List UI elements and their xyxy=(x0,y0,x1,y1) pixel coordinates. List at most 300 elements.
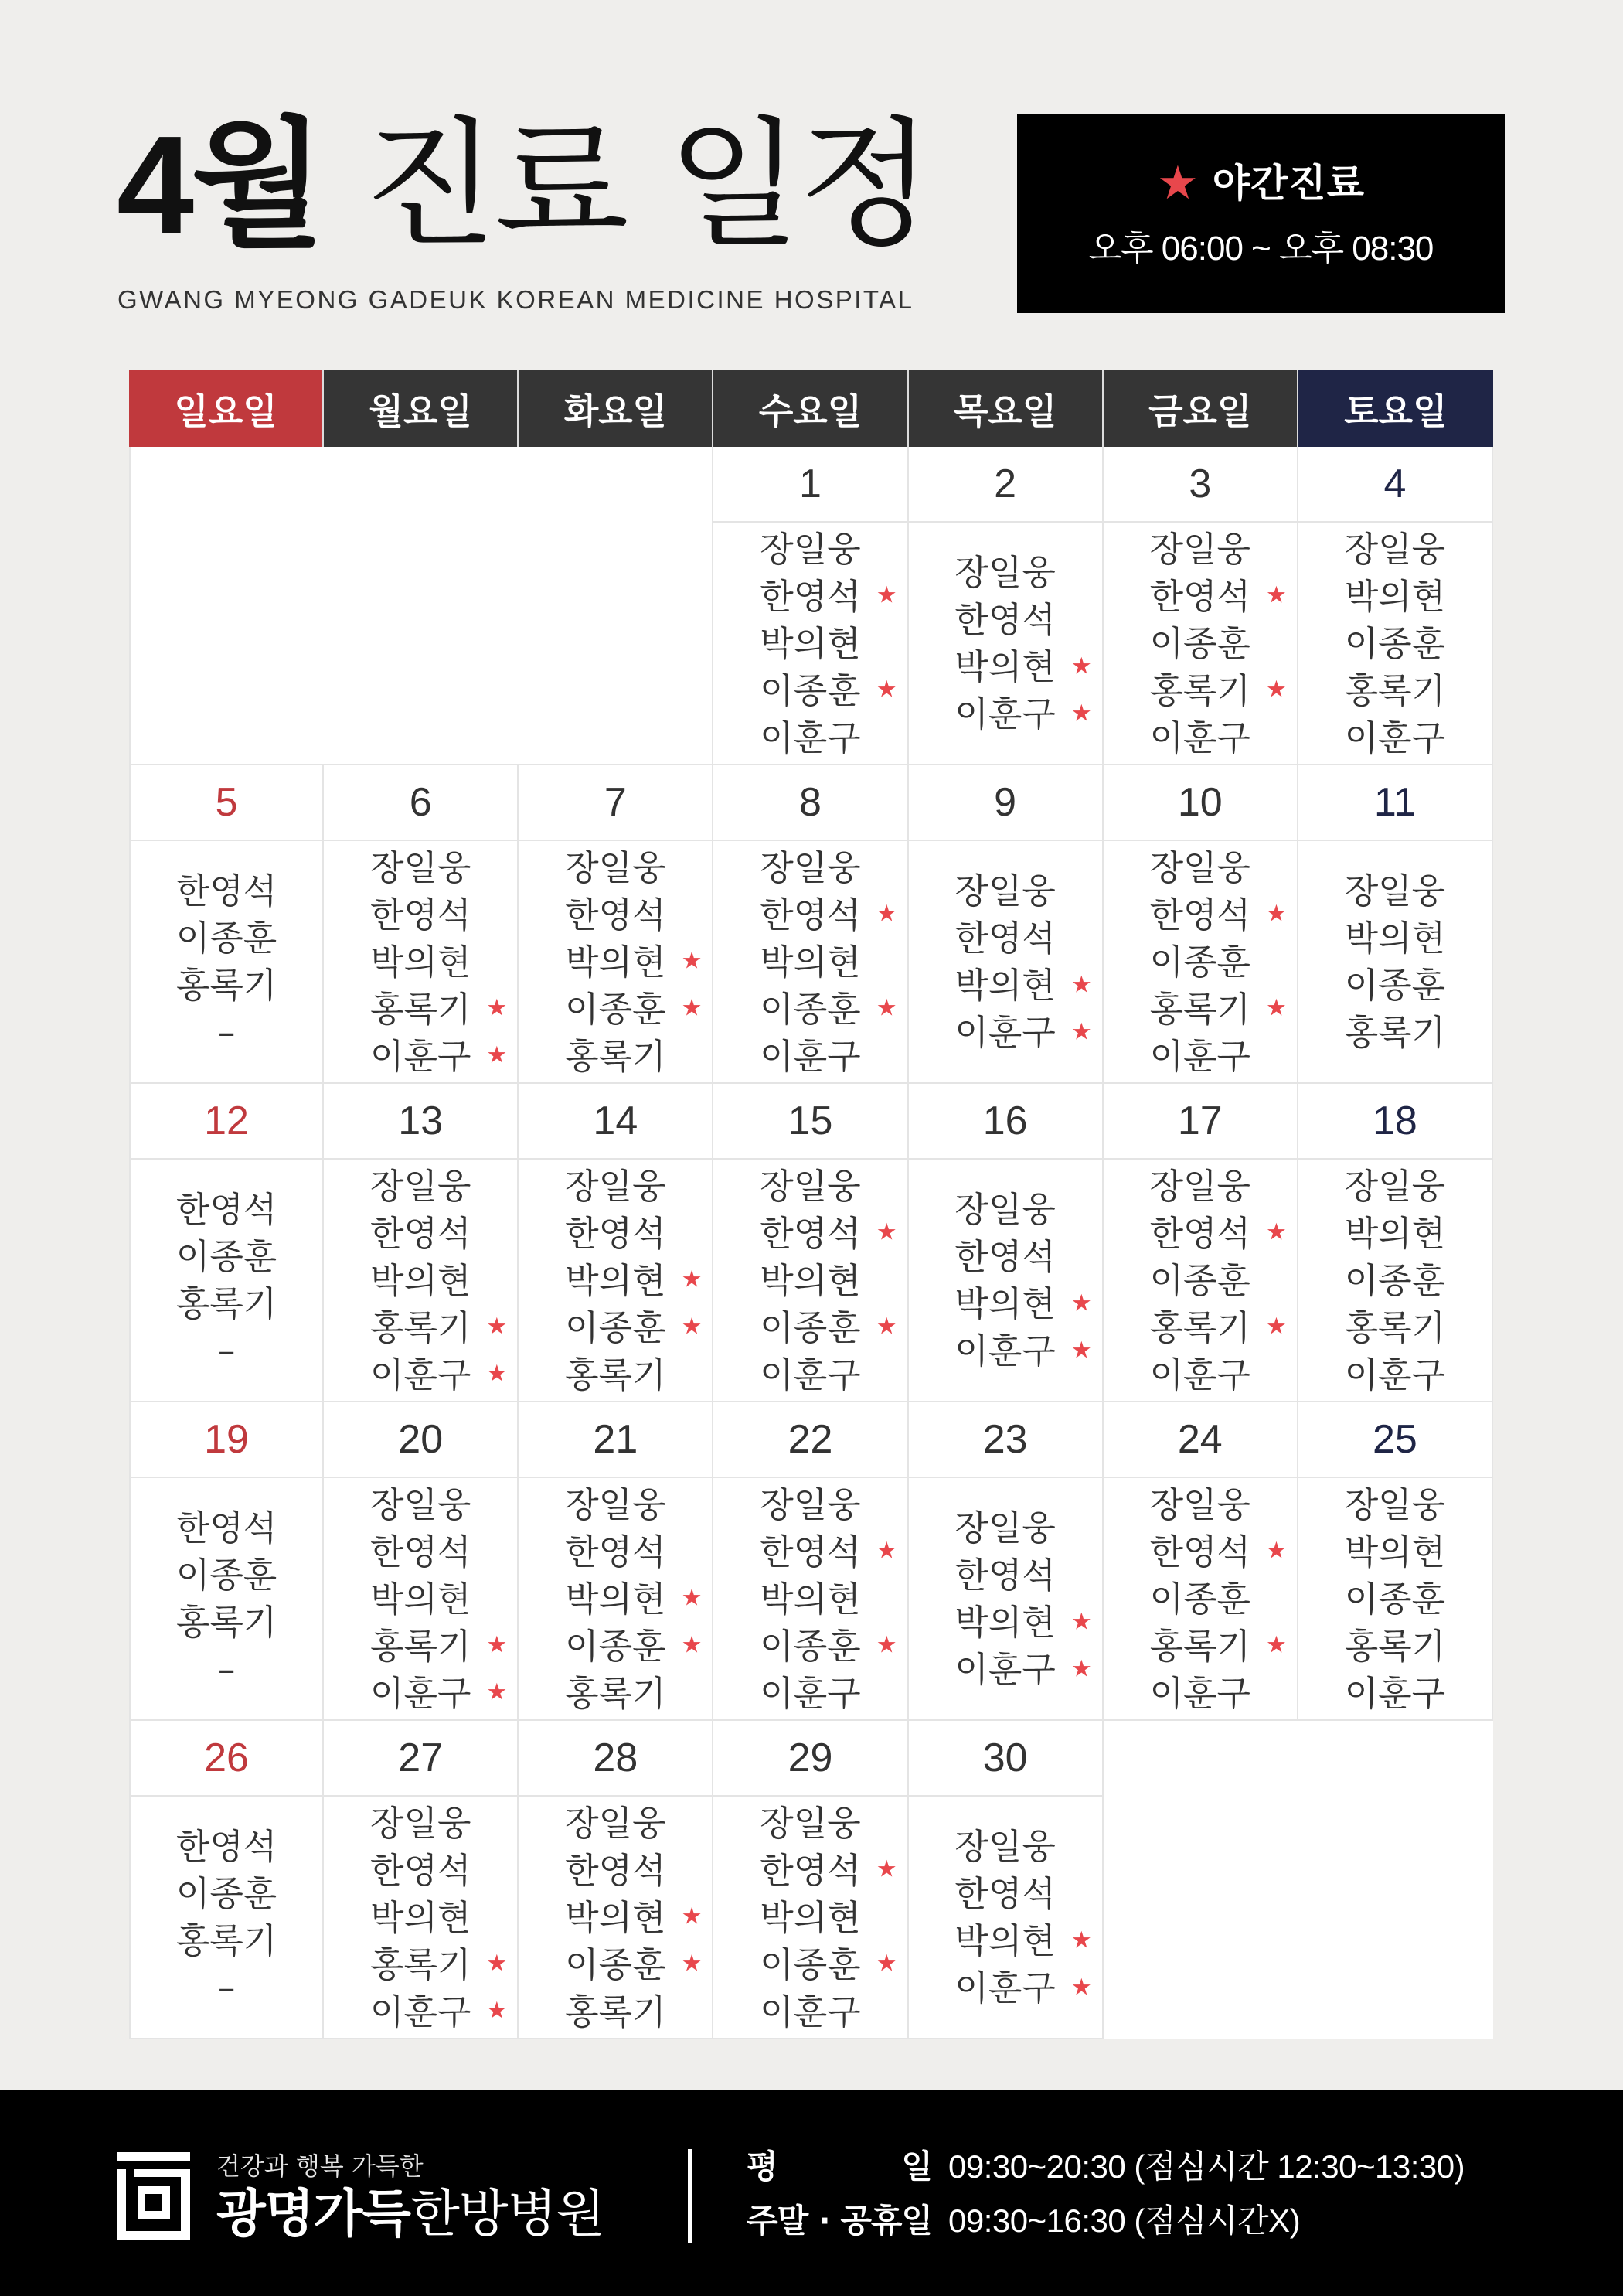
doctor-entry xyxy=(370,1894,471,1941)
doctor-name: 한영석 xyxy=(760,894,861,935)
hours-value: 09:30~16:30 (점심시간X) xyxy=(948,2202,1301,2239)
doctor-name: 이훈구 xyxy=(1344,1354,1446,1395)
doctor-name: 이훈구 xyxy=(760,1035,861,1077)
doctor-entry xyxy=(760,1304,897,1351)
doctor-entry xyxy=(370,1623,508,1670)
weekday-header-sun: 일요일 xyxy=(129,370,324,447)
doctor-entry xyxy=(760,1894,860,1941)
doctor-name: 홍록기 xyxy=(1149,1306,1250,1348)
doctor-name: 장일웅 xyxy=(1344,1165,1446,1207)
day-cell-25 xyxy=(1298,1402,1493,1721)
day-cell-24 xyxy=(1104,1402,1298,1721)
doctor-name: 장일웅 xyxy=(760,847,861,888)
doctor-name: 박의현 xyxy=(370,1896,471,1938)
doctor-name: 이훈구 xyxy=(760,717,861,758)
doctor-list xyxy=(713,841,907,1082)
doctor-entry xyxy=(1149,1210,1287,1257)
date-number: 24 xyxy=(1104,1402,1297,1478)
doctor-entry xyxy=(565,1623,703,1670)
doctor-entry-wrap xyxy=(176,1870,277,1917)
doctor-entry xyxy=(565,1800,665,1847)
page-title xyxy=(117,104,930,266)
doctor-entry xyxy=(760,1800,860,1847)
day-cell-17 xyxy=(1104,1084,1298,1402)
doctor-entry-wrap xyxy=(954,867,1055,915)
doctor-entry-wrap xyxy=(760,1576,860,1623)
night-clinic-star-icon: ★ xyxy=(1070,699,1092,727)
doctor-entry xyxy=(1345,667,1445,714)
doctor-entry xyxy=(370,1988,508,2035)
doctor-entry-wrap xyxy=(176,1917,277,1964)
doctor-entry-wrap xyxy=(370,1481,471,1528)
night-clinic-star-icon: ★ xyxy=(486,1631,508,1659)
doctor-list xyxy=(909,523,1102,764)
doctor-entry xyxy=(176,1599,277,1646)
doctor-entry-wrap xyxy=(1149,667,1287,714)
date-number: 12 xyxy=(131,1084,322,1160)
doctor-entry-wrap xyxy=(565,1033,665,1080)
no-doctor-dash: – xyxy=(217,1649,236,1690)
doctor-name: 이훈구 xyxy=(954,693,1056,734)
date-number: 30 xyxy=(909,1721,1102,1797)
doctor-entry xyxy=(1149,667,1287,714)
doctor-entry xyxy=(1150,1576,1250,1623)
day-cell-14 xyxy=(519,1084,713,1402)
doctor-entry-wrap xyxy=(565,844,665,891)
day-cell-6 xyxy=(324,765,519,1084)
doctor-entry-wrap xyxy=(954,962,1092,1009)
doctor-entry xyxy=(370,891,471,938)
doctor-entry-wrap xyxy=(370,1257,471,1304)
doctor-entry xyxy=(1150,938,1250,986)
doctor-name: 이훈구 xyxy=(1149,717,1250,758)
doctor-entry xyxy=(176,915,277,962)
doctor-entry xyxy=(954,1870,1055,1917)
doctor-entry-wrap xyxy=(565,1210,665,1257)
doctor-name: 한영석 xyxy=(954,1873,1056,1914)
doctor-name: 한영석 xyxy=(760,1531,861,1572)
doctor-name: 한영석 xyxy=(175,1189,277,1230)
night-clinic-star-icon: ★ xyxy=(876,1218,897,1246)
doctor-entry xyxy=(760,1351,860,1398)
doctor-entry-wrap xyxy=(954,1823,1055,1870)
doctor-name: 한영석 xyxy=(175,1507,277,1548)
doctor-entry xyxy=(565,1304,703,1351)
doctor-entry xyxy=(370,1351,508,1398)
doctor-entry-wrap xyxy=(1149,1528,1287,1576)
doctor-list xyxy=(324,1478,517,1719)
doctor-name: 장일웅 xyxy=(760,1484,861,1525)
night-clinic-star-icon: ★ xyxy=(876,676,897,703)
doctor-name: 홍록기 xyxy=(1344,669,1446,711)
doctor-entry-wrap xyxy=(1149,891,1287,938)
doctor-name: 장일웅 xyxy=(370,1484,471,1525)
doctor-name: 박의현 xyxy=(954,1920,1056,1961)
title-text: 진료 일정 xyxy=(363,104,930,266)
doctor-entry-wrap xyxy=(760,1670,860,1717)
hospital-english-name: GWANG MYEONG GADEUK KOREAN MEDICINE HOSPITAL xyxy=(117,285,914,314)
date-number: 3 xyxy=(1104,447,1297,523)
doctor-entry-wrap xyxy=(760,1257,860,1304)
doctor-entry xyxy=(1150,714,1250,761)
doctor-entry-wrap xyxy=(565,1351,665,1398)
doctor-entry xyxy=(760,1623,897,1670)
doctor-name: 홍록기 xyxy=(370,988,471,1030)
night-clinic-star-icon: ★ xyxy=(1070,1017,1092,1045)
doctor-name: 박의현 xyxy=(370,1578,471,1620)
doctor-name: 홍록기 xyxy=(565,1672,666,1714)
date-number: 8 xyxy=(713,765,907,841)
schedule-calendar xyxy=(129,370,1493,2039)
doctor-entry-wrap xyxy=(954,1552,1055,1599)
doctor-entry-wrap xyxy=(1345,1304,1445,1351)
doctor-list xyxy=(713,1478,907,1719)
doctor-entry-wrap xyxy=(1345,1481,1445,1528)
doctor-name: 이종훈 xyxy=(565,1306,666,1348)
doctor-entry xyxy=(954,1917,1092,1964)
doctor-entry-wrap xyxy=(370,1576,471,1623)
night-clinic-star-icon: ★ xyxy=(876,994,897,1022)
doctor-name: 한영석 xyxy=(1149,1212,1250,1254)
doctor-name: 박의현 xyxy=(565,1896,666,1938)
doctor-entry xyxy=(760,1576,860,1623)
doctor-entry-wrap xyxy=(565,986,703,1033)
date-number: 15 xyxy=(713,1084,907,1160)
doctor-entry-wrap xyxy=(954,1646,1092,1693)
doctor-name: 홍록기 xyxy=(370,1625,471,1667)
doctor-entry xyxy=(370,938,471,986)
day-cell-18 xyxy=(1298,1084,1493,1402)
doctor-entry xyxy=(954,1009,1092,1056)
doctor-name: 박의현 xyxy=(370,1259,471,1301)
night-clinic-star-icon: ★ xyxy=(486,1950,508,1977)
doctor-name: 장일웅 xyxy=(370,1802,471,1844)
doctor-entry-wrap xyxy=(1150,714,1250,761)
doctor-name: 박의현 xyxy=(760,1896,861,1938)
doctor-entry-wrap xyxy=(370,844,471,891)
date-number: 25 xyxy=(1298,1402,1492,1478)
weekday-header-thu: 목요일 xyxy=(909,370,1104,447)
doctor-entry xyxy=(760,1033,860,1080)
doctor-entry xyxy=(1149,1304,1287,1351)
day-cell-9 xyxy=(909,765,1104,1084)
night-clinic-star-icon: ★ xyxy=(1265,676,1287,703)
brand-name-bold: 광명가득 xyxy=(216,2184,411,2243)
doctor-entry xyxy=(370,1257,471,1304)
doctor-name: 이훈구 xyxy=(370,1035,471,1077)
doctor-entry xyxy=(1345,1304,1445,1351)
doctor-name: 이종훈 xyxy=(760,1625,861,1667)
doctor-entry xyxy=(1150,1351,1250,1398)
doctor-list xyxy=(713,1160,907,1401)
doctor-entry xyxy=(760,986,897,1033)
doctor-entry-wrap xyxy=(760,1163,860,1210)
doctor-name: 박의현 xyxy=(954,965,1056,1006)
night-clinic-star-icon: ★ xyxy=(681,1903,703,1930)
doctor-entry-wrap xyxy=(760,1894,860,1941)
doctor-entry-wrap xyxy=(1150,1257,1250,1304)
weekday-header-fri: 금요일 xyxy=(1104,370,1298,447)
doctor-entry-wrap xyxy=(954,1917,1092,1964)
day-cell-16 xyxy=(909,1084,1104,1402)
doctor-entry xyxy=(760,526,860,573)
doctor-entry-wrap xyxy=(1345,1351,1445,1398)
day-cell-15 xyxy=(713,1084,908,1402)
doctor-entry-wrap xyxy=(1149,1304,1287,1351)
doctor-entry-wrap xyxy=(370,1988,508,2035)
doctor-entry-wrap xyxy=(1150,938,1250,986)
doctor-entry xyxy=(1149,1623,1287,1670)
doctor-entry-wrap xyxy=(1345,1009,1445,1056)
doctor-name: 홍록기 xyxy=(565,1035,666,1077)
night-clinic-star-icon: ★ xyxy=(486,1041,508,1069)
doctor-entry-wrap xyxy=(954,1186,1055,1233)
night-clinic-star-icon: ★ xyxy=(681,1950,703,1977)
doctor-entry xyxy=(565,1528,665,1576)
doctor-entry-wrap xyxy=(370,1033,508,1080)
night-clinic-star-icon: ★ xyxy=(1265,1537,1287,1565)
doctor-entry xyxy=(1345,1351,1445,1398)
doctor-entry xyxy=(565,1670,665,1717)
doctor-name: 박의현 xyxy=(760,1578,861,1620)
doctor-entry-wrap xyxy=(760,1800,860,1847)
hospital-logo-icon xyxy=(117,2152,190,2240)
footer-divider xyxy=(688,2149,692,2243)
doctor-name: 이훈구 xyxy=(370,1991,471,2032)
title-month: 4월 xyxy=(117,107,322,263)
doctor-entry xyxy=(218,1646,236,1693)
doctor-entry-wrap xyxy=(760,1351,860,1398)
no-doctor-dash: – xyxy=(217,1330,236,1371)
doctor-name: 이훈구 xyxy=(954,1649,1056,1690)
doctor-entry xyxy=(954,1327,1092,1375)
night-clinic-hours: 오후 06:00 ~ 오후 08:30 xyxy=(1088,230,1434,267)
night-clinic-star-icon: ★ xyxy=(486,1360,508,1388)
night-clinic-star-icon: ★ xyxy=(876,1855,897,1883)
doctor-entry-wrap xyxy=(370,1847,471,1894)
doctor-entry xyxy=(1345,1670,1445,1717)
night-clinic-star-icon: ★ xyxy=(1070,1607,1092,1635)
doctor-name: 이훈구 xyxy=(1149,1035,1250,1077)
doctor-entry-wrap xyxy=(760,1033,860,1080)
doctor-list xyxy=(1298,523,1492,764)
doctor-name: 이훈구 xyxy=(1149,1672,1250,1714)
doctor-entry xyxy=(760,1988,860,2035)
doctor-entry-wrap xyxy=(760,1210,897,1257)
doctor-entry xyxy=(565,1481,665,1528)
doctor-entry-wrap xyxy=(370,1210,471,1257)
date-number: 6 xyxy=(324,765,517,841)
doctor-entry xyxy=(176,1280,277,1327)
doctor-entry-wrap xyxy=(1150,1351,1250,1398)
doctor-list xyxy=(131,1797,322,2038)
night-clinic-heading xyxy=(1017,156,1505,210)
doctor-entry-wrap xyxy=(1345,1576,1445,1623)
doctor-name: 한영석 xyxy=(760,1849,861,1891)
doctor-entry-wrap xyxy=(1150,1576,1250,1623)
doctor-entry-wrap xyxy=(176,1552,277,1599)
doctor-entry-wrap xyxy=(1345,915,1445,962)
empty-cell xyxy=(129,447,713,765)
doctor-entry xyxy=(1345,714,1445,761)
night-clinic-star-icon: ★ xyxy=(486,994,508,1022)
doctor-name: 장일웅 xyxy=(760,528,861,570)
doctor-entry-wrap xyxy=(954,1964,1092,2012)
night-clinic-star-icon: ★ xyxy=(876,1950,897,1977)
doctor-name: 장일웅 xyxy=(954,552,1056,593)
day-cell-4 xyxy=(1298,447,1493,765)
doctor-entry xyxy=(370,1670,508,1717)
doctor-entry xyxy=(760,1670,860,1717)
doctor-entry-wrap xyxy=(1150,844,1250,891)
doctor-entry xyxy=(176,1870,277,1917)
doctor-name: 이종훈 xyxy=(565,1943,666,1985)
doctor-name: 이종훈 xyxy=(760,988,861,1030)
doctor-list xyxy=(519,1160,712,1401)
doctor-entry-wrap xyxy=(1345,573,1445,620)
doctor-name: 장일웅 xyxy=(1149,847,1250,888)
doctor-name: 홍록기 xyxy=(175,1602,277,1643)
doctor-entry xyxy=(1345,1623,1445,1670)
hours-label: 평 일 xyxy=(747,2148,932,2185)
doctor-name: 이종훈 xyxy=(175,1236,277,1277)
doctor-name: 홍록기 xyxy=(175,965,277,1006)
hours-label: 주말 · 공휴일 xyxy=(747,2202,933,2240)
night-clinic-star-icon: ★ xyxy=(1265,1218,1287,1246)
doctor-name: 한영석 xyxy=(370,1531,471,1572)
weekday-hours-row xyxy=(747,2147,1465,2187)
date-number: 17 xyxy=(1104,1084,1297,1160)
doctor-entry xyxy=(760,620,860,667)
doctor-entry xyxy=(954,915,1055,962)
day-cell-20 xyxy=(324,1402,519,1721)
doctor-list xyxy=(1104,1478,1297,1719)
doctor-name: 한영석 xyxy=(565,1849,666,1891)
weekday-header-tue: 화요일 xyxy=(519,370,713,447)
doctor-entry xyxy=(370,986,508,1033)
doctor-name: 한영석 xyxy=(954,1236,1056,1277)
doctor-entry xyxy=(1345,1528,1445,1576)
doctor-name: 박의현 xyxy=(760,1259,861,1301)
doctor-name: 이훈구 xyxy=(370,1672,471,1714)
date-number: 10 xyxy=(1104,765,1297,841)
doctor-name: 이훈구 xyxy=(954,1012,1056,1053)
doctor-entry xyxy=(1150,526,1250,573)
doctor-entry xyxy=(370,1528,471,1576)
doctor-name: 한영석 xyxy=(1149,894,1250,935)
day-cell-8 xyxy=(713,765,908,1084)
day-cell-11 xyxy=(1298,765,1493,1084)
doctor-entry xyxy=(1345,1257,1445,1304)
doctor-entry-wrap xyxy=(370,1304,508,1351)
doctor-entry xyxy=(954,690,1092,738)
day-cell-2 xyxy=(909,447,1104,765)
night-clinic-star-icon: ★ xyxy=(876,1631,897,1659)
doctor-list xyxy=(1298,1478,1492,1719)
date-number: 27 xyxy=(324,1721,517,1797)
doctor-entry-wrap xyxy=(176,867,277,915)
date-number: 26 xyxy=(131,1721,322,1797)
doctor-name: 한영석 xyxy=(370,1212,471,1254)
doctor-name: 장일웅 xyxy=(954,870,1056,911)
doctor-name: 이종훈 xyxy=(1149,1259,1250,1301)
night-clinic-star-icon: ★ xyxy=(681,1584,703,1612)
date-number: 1 xyxy=(713,447,907,523)
doctor-name: 한영석 xyxy=(1149,575,1250,617)
doctor-name: 한영석 xyxy=(565,894,666,935)
night-clinic-star-icon: ★ xyxy=(681,994,703,1022)
date-number: 29 xyxy=(713,1721,907,1797)
doctor-entry-wrap xyxy=(565,1257,703,1304)
doctor-entry-wrap xyxy=(176,1233,277,1280)
doctor-entry-wrap xyxy=(760,1528,897,1576)
doctor-name: 장일웅 xyxy=(1149,528,1250,570)
doctor-entry xyxy=(954,1233,1055,1280)
doctor-list xyxy=(909,1160,1102,1401)
doctor-entry xyxy=(760,1163,860,1210)
doctor-entry xyxy=(565,1988,665,2035)
doctor-name: 박의현 xyxy=(954,646,1056,687)
doctor-name: 이종훈 xyxy=(1149,622,1250,664)
doctor-entry xyxy=(954,1504,1055,1552)
doctor-entry-wrap xyxy=(954,1504,1055,1552)
doctor-entry-wrap xyxy=(760,1304,897,1351)
doctor-name: 한영석 xyxy=(565,1212,666,1254)
doctor-entry xyxy=(1150,1670,1250,1717)
doctor-entry xyxy=(1345,1163,1445,1210)
doctor-name: 이종훈 xyxy=(175,1873,277,1914)
doctor-entry-wrap xyxy=(565,1304,703,1351)
doctor-entry-wrap xyxy=(370,1623,508,1670)
day-cell-22 xyxy=(713,1402,908,1721)
doctor-list xyxy=(713,523,907,764)
doctor-name: 박의현 xyxy=(760,941,861,983)
doctor-entry-wrap xyxy=(1345,1528,1445,1576)
doctor-entry xyxy=(565,1847,665,1894)
date-number: 4 xyxy=(1298,447,1492,523)
hospital-brand-name xyxy=(216,2186,604,2242)
doctor-entry xyxy=(954,867,1055,915)
doctor-entry-wrap xyxy=(370,986,508,1033)
doctor-entry-wrap xyxy=(565,1941,703,1988)
doctor-name: 이종훈 xyxy=(1344,622,1446,664)
doctor-entry xyxy=(1345,962,1445,1009)
doctor-list xyxy=(1104,523,1297,764)
doctor-name: 한영석 xyxy=(954,918,1056,959)
night-clinic-star-icon: ★ xyxy=(1265,1313,1287,1340)
doctor-name: 이종훈 xyxy=(1344,1578,1446,1620)
night-clinic-star-icon: ★ xyxy=(1070,1926,1092,1954)
doctor-name: 장일웅 xyxy=(1149,1165,1250,1207)
doctor-name: 박의현 xyxy=(1344,1212,1446,1254)
doctor-entry xyxy=(176,867,277,915)
doctor-entry-wrap xyxy=(565,1481,665,1528)
doctor-entry-wrap xyxy=(1345,526,1445,573)
doctor-entry-wrap xyxy=(954,1233,1055,1280)
date-number: 14 xyxy=(519,1084,712,1160)
date-number: 21 xyxy=(519,1402,712,1478)
doctor-entry-wrap xyxy=(760,1988,860,2035)
doctor-entry xyxy=(176,1233,277,1280)
date-number: 23 xyxy=(909,1402,1102,1478)
day-cell-10 xyxy=(1104,765,1298,1084)
doctor-name: 박의현 xyxy=(370,941,471,983)
doctor-name: 이종훈 xyxy=(175,1555,277,1596)
doctor-list xyxy=(519,841,712,1082)
day-cell-19 xyxy=(129,1402,324,1721)
doctor-entry xyxy=(1149,573,1287,620)
doctor-entry xyxy=(565,1210,665,1257)
